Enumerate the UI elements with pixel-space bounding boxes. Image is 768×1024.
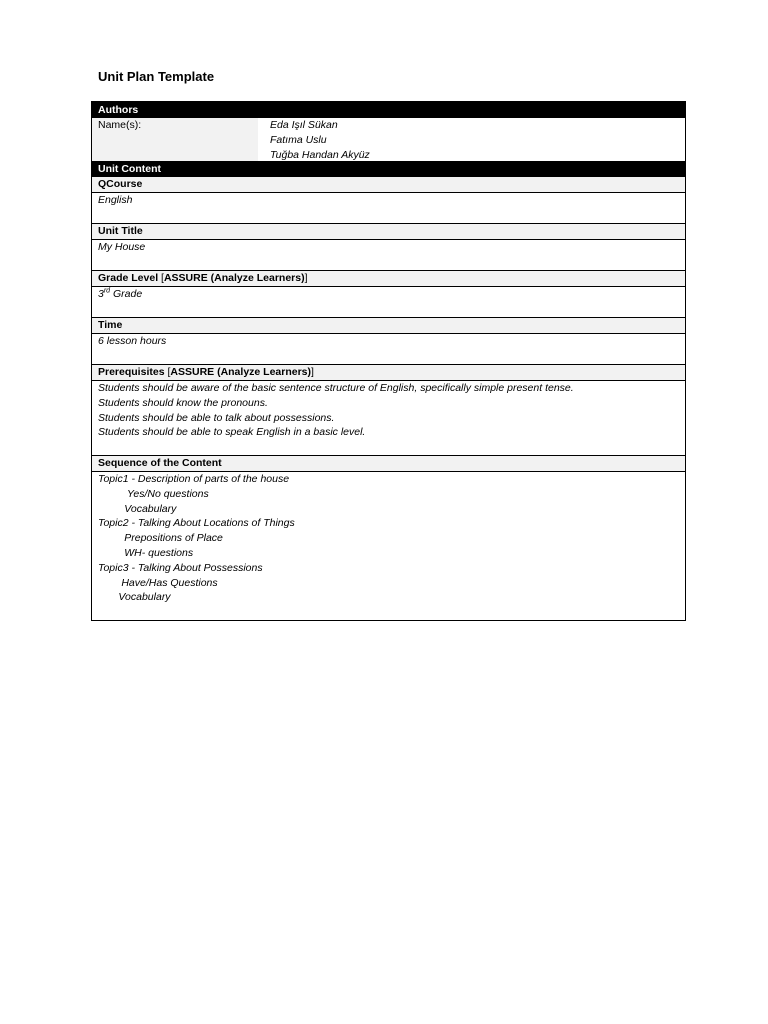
unit-content-section-header: Unit Content bbox=[92, 161, 685, 177]
time-label: Time bbox=[92, 317, 685, 334]
grade-number: 3 bbox=[98, 288, 104, 300]
authors-section-header: Authors bbox=[92, 102, 685, 118]
grade-level-assure-note: ASSURE (Analyze Learners) bbox=[163, 272, 305, 284]
prerequisite-item: Students should be aware of the basic sentence structure of English, specifically simple present tense. bbox=[98, 382, 574, 394]
prerequisites-label bbox=[92, 364, 685, 381]
author-name: Fatıma Uslu bbox=[270, 133, 327, 146]
sequence-item: Vocabulary bbox=[98, 502, 177, 515]
names-label: Name(s): bbox=[92, 118, 258, 161]
document-title: Unit Plan Template bbox=[98, 69, 215, 84]
unit-title-label: Unit Title bbox=[92, 223, 685, 240]
unit-plan-table bbox=[91, 101, 686, 621]
unit-title-value: My House bbox=[98, 241, 146, 253]
author-names bbox=[258, 118, 685, 161]
prerequisites-label-text: Prerequisites bbox=[98, 366, 165, 378]
sequence-item: Have/Has Questions bbox=[98, 576, 218, 589]
grade-level-bracket-close: ] bbox=[304, 272, 308, 284]
course-label: QCourse bbox=[92, 177, 685, 193]
prerequisite-item: Students should know the pronouns. bbox=[98, 396, 268, 409]
prerequisite-item: Students should be able to talk about possessions. bbox=[98, 411, 335, 424]
grade-level-label-text: Grade Level bbox=[98, 272, 159, 284]
sequence-label: Sequence of the Content bbox=[92, 455, 685, 472]
prerequisites-bracket-open: [ bbox=[164, 366, 171, 378]
grade-level-bracket-open: [ bbox=[158, 272, 164, 284]
prerequisite-item: Students should be able to speak English in a basic level. bbox=[98, 426, 366, 439]
course-value: English bbox=[98, 194, 133, 206]
grade-text: Grade bbox=[110, 288, 143, 300]
sequence-item: Topic3 - Talking About Possessions bbox=[98, 561, 263, 574]
author-name: Eda Işıl Sükan bbox=[270, 119, 338, 131]
grade-ordinal-suffix: rd bbox=[103, 287, 111, 295]
prerequisites-list bbox=[92, 381, 685, 455]
author-name: Tuğba Handan Akyüz bbox=[270, 148, 370, 161]
grade-level-value bbox=[92, 287, 685, 317]
prerequisites-bracket-close: ] bbox=[311, 366, 314, 378]
sequence-item: WH- questions bbox=[98, 546, 194, 559]
sequence-item: Yes/No questions bbox=[98, 487, 209, 500]
sequence-item: Prepositions of Place bbox=[98, 532, 223, 545]
sequence-item: Vocabulary bbox=[98, 591, 171, 604]
authors-row bbox=[92, 118, 685, 161]
sequence-item: Topic1 - Description of parts of the house bbox=[98, 473, 290, 485]
time-value: 6 lesson hours bbox=[98, 335, 167, 347]
sequence-list bbox=[92, 472, 685, 620]
prerequisites-assure-note: ASSURE (Analyze Learners) bbox=[170, 366, 312, 378]
sequence-item: Topic2 - Talking About Locations of Things bbox=[98, 517, 295, 530]
grade-level-label bbox=[92, 270, 685, 287]
